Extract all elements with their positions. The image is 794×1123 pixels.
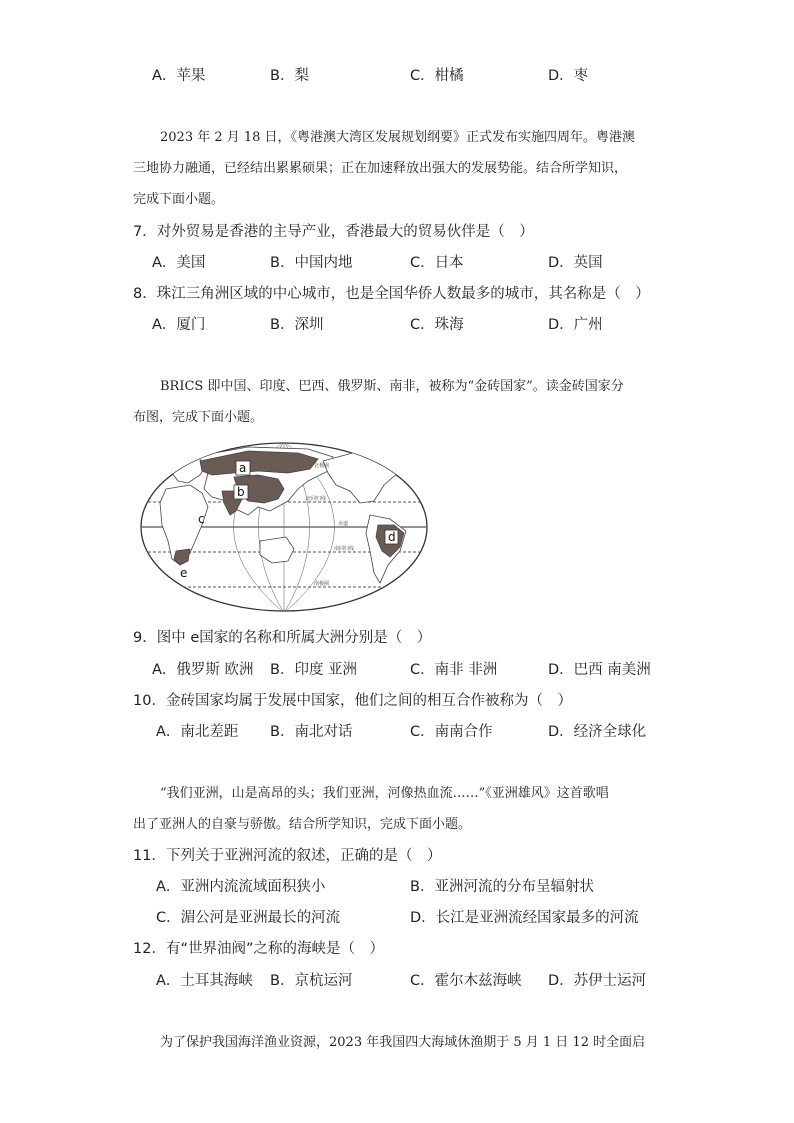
map-label-antarctic: 南极圈 — [314, 581, 330, 587]
map-label-arctic: 北极圈 — [314, 463, 330, 469]
brics-world-map — [138, 441, 430, 613]
passage2-line2: 布图，完成下面小题。 — [133, 410, 264, 425]
q6-option-b[interactable]: B．梨 — [270, 68, 309, 84]
map-label-tropic-s: 南回归线 — [334, 546, 355, 552]
map-letter-a: a — [239, 461, 247, 475]
q10-stem: 10．金砖国家均属于发展中国家，他们之间的相互合作被称为（ ） — [133, 693, 572, 709]
q9-option-c[interactable]: C．南非 非洲 — [410, 662, 498, 678]
q9-option-b[interactable]: B．印度 亚洲 — [270, 662, 358, 678]
passage1-line3: 完成下面小题。 — [133, 192, 225, 207]
passage3-line2: 出了亚洲人的自豪与骄傲。结合所学知识，完成下面小题。 — [133, 817, 472, 832]
q11-option-d[interactable]: D．长江是亚洲流经国家最多的河流 — [410, 910, 639, 926]
q7-option-c[interactable]: C．日本 — [410, 255, 464, 271]
q11-stem: 11．下列关于亚洲河流的叙述，正确的是（ ） — [133, 848, 442, 864]
q10-option-c[interactable]: C．南南合作 — [410, 724, 493, 740]
q6-option-a[interactable]: A．苹果 — [152, 68, 206, 84]
q9-stem: 9．图中 e国家的名称和所属大洲分别是（ ） — [133, 630, 432, 646]
passage4-line1: 为了保护我国海洋渔业资源，2023 年我国四大海域休渔期于 5 月 1 日 12 时全面启 — [160, 1035, 646, 1050]
q6-option-d[interactable]: D．枣 — [548, 68, 589, 84]
map-label-tropic-n: 北回归线 — [306, 496, 327, 502]
q10-option-a[interactable]: A．南北差距 — [156, 724, 239, 740]
passage1-line1: 2023 年 2 月 18 日，《粤港澳大湾区发展规划纲要》正式发布实施四周年。粤港澳 — [160, 130, 636, 145]
q8-stem: 8．珠江三角洲区域的中心城市，也是全国华侨人数最多的城市，其名称是（ ） — [133, 286, 650, 302]
q8-option-c[interactable]: C．珠海 — [410, 317, 464, 333]
q12-option-c[interactable]: C．霍尔木兹海峡 — [410, 973, 522, 989]
q12-stem: 12．有“世界油阀”之称的海峡是（ ） — [133, 941, 384, 957]
passage3-line1: “我们亚洲，山是高昂的头；我们亚洲，河像热血流……”《亚洲雄风》这首歌唱 — [160, 786, 609, 801]
q12-option-d[interactable]: D．苏伊士运河 — [548, 973, 647, 989]
passage1-line2: 三地协力融通，已经结出累累硕果；正在加速释放出强大的发展势能。结合所学知识， — [133, 161, 628, 176]
q8-option-a[interactable]: A．厦门 — [152, 317, 206, 333]
q11-option-c[interactable]: C．湄公河是亚洲最长的河流 — [156, 910, 341, 926]
map-label-equator: 赤道 — [338, 521, 349, 527]
q12-option-b[interactable]: B．京杭运河 — [270, 973, 353, 989]
passage2-line1: BRICS 即中国、印度、巴西、俄罗斯、南非，被称为“金砖国家”。读金砖国家分 — [160, 379, 624, 394]
q8-option-b[interactable]: B．深圳 — [270, 317, 324, 333]
q6-option-c[interactable]: C．柑橘 — [410, 68, 464, 84]
q7-option-d[interactable]: D．英国 — [548, 255, 603, 271]
q7-option-b[interactable]: B．中国内地 — [270, 255, 353, 271]
q11-option-b[interactable]: B．亚洲河流的分布呈辐射状 — [410, 879, 594, 895]
q10-option-b[interactable]: B．南北对话 — [270, 724, 353, 740]
map-letter-e: e — [180, 566, 188, 580]
q10-option-d[interactable]: D．经济全球化 — [548, 724, 647, 740]
map-letter-d: d — [388, 530, 396, 544]
map-letter-c: c — [198, 512, 205, 526]
q12-option-a[interactable]: A．土耳其海峡 — [156, 973, 253, 989]
q7-option-a[interactable]: A．美国 — [152, 255, 206, 271]
q11-option-a[interactable]: A．亚洲内流流域面积狭小 — [156, 879, 326, 895]
q9-option-d[interactable]: D．巴西 南美洲 — [548, 662, 651, 678]
q7-stem: 7．对外贸易是香港的主导产业，香港最大的贸易伙伴是（ ） — [133, 224, 534, 240]
q9-option-a[interactable]: A．俄罗斯 欧洲 — [152, 662, 254, 678]
q8-option-d[interactable]: D．广州 — [548, 317, 603, 333]
map-letter-b: b — [237, 485, 245, 499]
